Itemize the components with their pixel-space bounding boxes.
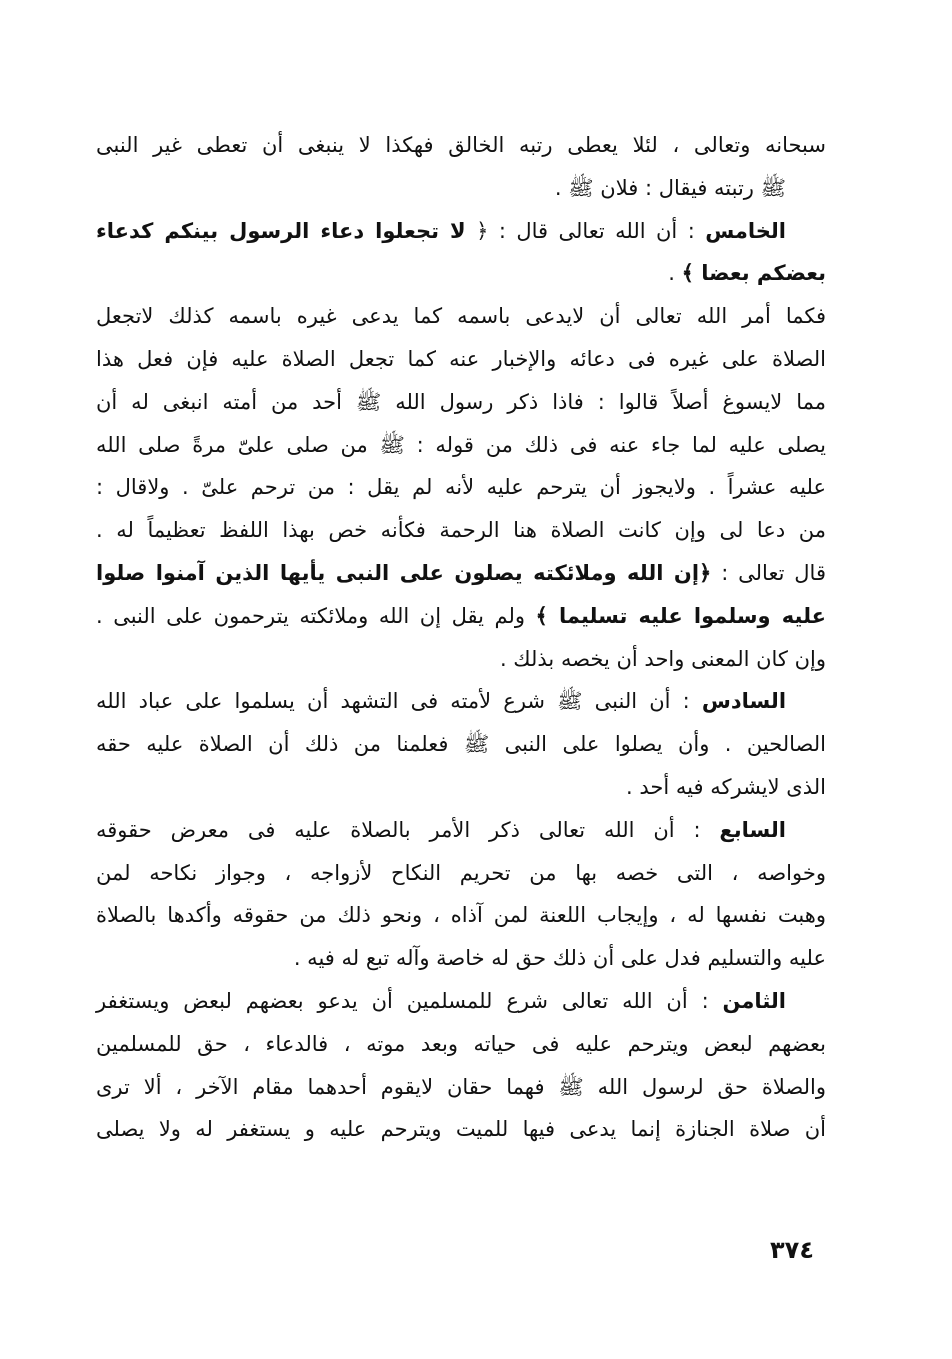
section-heading: السابع	[719, 817, 786, 842]
text-line	[96, 252, 826, 295]
text-line	[96, 552, 826, 595]
text-line: والصلاة حق لرسول الله ﷺ فهما حقان لايقوم أحدهما مقام الآخر ، ألا ترى	[96, 1074, 826, 1099]
text-line: وهبت نفسها له ، وإيجاب اللعنة لمن آذاه ، ونحو ذلك من حقوقه وأكدها بالصلاة	[96, 903, 826, 928]
text-line: سبحانه وتعالى ، لئلا يعطى رتبه الخالق فهكذا لا ينبغى أن تعطى غير النبى	[96, 133, 826, 157]
text-line: أن صلاة الجنازة إنما يدعى فيها للميت ويترحم عليه و يستغفر له ولا يصلى	[96, 1117, 826, 1142]
line-text: ولم يقل إن الله وملائكته يترحمون على النبى .	[96, 603, 536, 628]
line-text: : أن الله تعالى ذكر الأمر بالصلاة عليه فى معرض حقوقه	[96, 817, 701, 842]
text-line	[96, 210, 826, 253]
section-heading: السادس	[701, 689, 787, 714]
text-line: الصالحين . وأن يصلوا على النبى ﷺ فعلمنا من ذلك أن الصلاة عليه حقه	[96, 732, 826, 757]
line-text: .	[668, 261, 682, 286]
section-heading: الخامس	[705, 218, 786, 243]
quran-verse: لا تجعلوا دعاء الرسول بينكم كدعاء	[96, 218, 466, 243]
text-line: يصلى عليه لما جاء عنه فى ذلك من قوله : ﷺ من صلى علىّ مرةً صلى الله	[96, 432, 826, 457]
section-heading: الثامن	[722, 988, 786, 1013]
text-line: فكما أمر الله تعالى أن لايدعى باسمه كما يدعى غيره باسمه كذلك لاتجعل	[96, 304, 826, 329]
text-line: وإن كان المعنى واحد أن يخصه بذلك .	[499, 646, 826, 671]
page-number: ٣٧٤	[770, 1236, 814, 1264]
text-line	[96, 809, 826, 852]
text-line	[96, 980, 826, 1023]
text-line: عليه والتسليم فدل على أن ذلك حق له خاصة وآله تبع له فيه .	[293, 946, 826, 971]
text-line: عليه عشراً . ولايجوز أن يترحم عليه لأنه لم يقل : من ترحم علىّ . ولاقال :	[96, 475, 826, 500]
text-line: مما لايسوغ أصلاً قالوا : فاذا ذكر رسول الله ﷺ أحد من أمته انبغى له أن	[96, 389, 826, 414]
quran-verse: عليه وسلموا عليه تسليما ﴾	[535, 603, 826, 628]
document-page	[96, 124, 826, 1151]
text-line: الذى لايشركه فيه أحد .	[626, 774, 826, 799]
text-line	[96, 680, 826, 723]
line-text: قال تعالى :	[711, 560, 826, 585]
text-line: وخواصه ، التى خصه بها من تحريم النكاح لأزواجه ، وجواز نكاحه لمن	[96, 860, 826, 885]
quran-verse: بعضكم بعضا ﴾	[681, 261, 826, 286]
quran-verse: ﴿إن الله وملائكته يصلون على النبى يأيها الذين آمنوا صلوا	[96, 560, 712, 585]
text-line: الصلاة على غيره فى دعائه والإخبار عنه كما تجعل الصلاة عليه فإن فعل هذا	[96, 346, 826, 371]
line-text: : أن النبى ﷺ شرع لأمته فى التشهد أن يسلموا على عباد الله	[96, 689, 690, 714]
line-text: : أن الله تعالى شرع للمسلمين أن يدعو بعضهم لبعض ويستغفر	[96, 988, 709, 1013]
line-text: : أن الله تعالى قال : ﴿	[465, 218, 695, 243]
text-line	[96, 595, 826, 638]
text-line: بعضهم لبعض ويترحم عليه فى حياته وبعد موته ، فالدعاء ، حق للمسلمين	[96, 1031, 826, 1056]
text-line: ﷺ رتبته فيقال : فلان ﷺ .	[554, 175, 786, 200]
text-line: من دعا لى وإن كانت الصلاة هنا الرحمة فكأنه خص بهذا اللفظ تعظيماً له .	[96, 518, 826, 543]
